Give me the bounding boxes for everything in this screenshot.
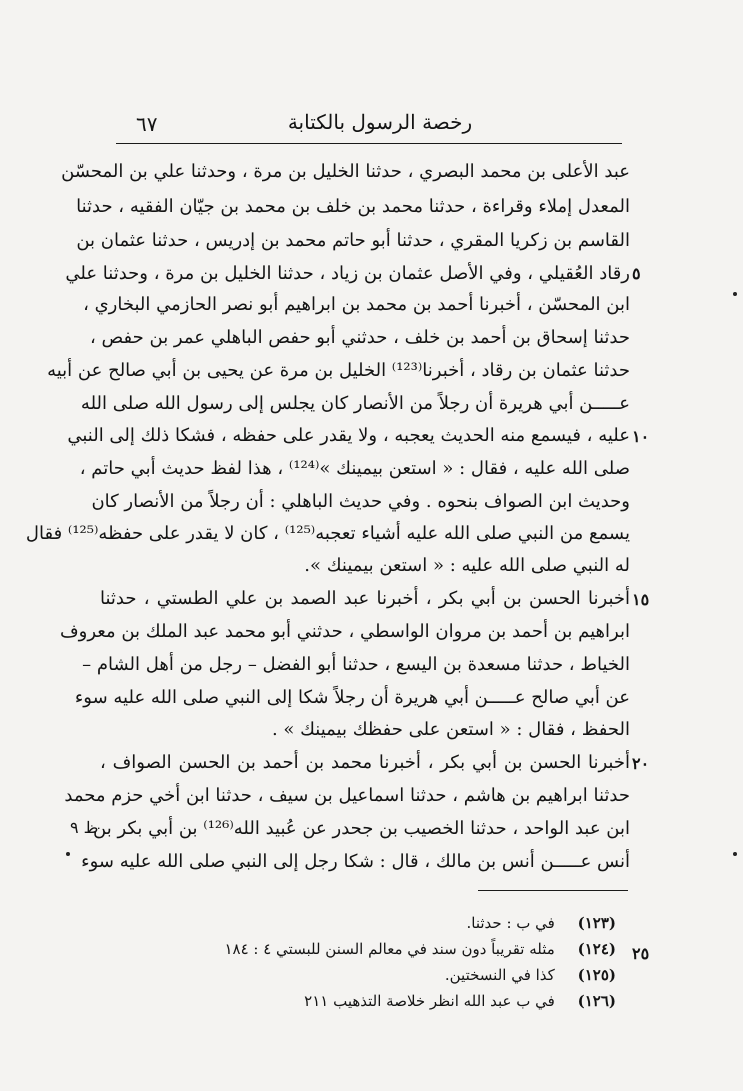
- text-line: أخبرنا الحسن بن أبي بكر ، أخبرنا محمد بن أحمد بن الحسن الصواف ،: [100, 752, 630, 773]
- text-line: حدثنا ابراهيم بن هاشم ، حدثنا اسماعيل بن سيف ، حدثنا ابن أخي حزم محمد: [64, 785, 630, 806]
- footnote-number: (١٢٦): [577, 992, 616, 1010]
- line-number: ٢٥: [632, 944, 650, 963]
- footnote-text: في ب : حدثنا.: [466, 914, 555, 932]
- line-number: ٢٠: [632, 754, 650, 773]
- text-line: الخياط ، حدثنا مسعدة بن اليسع ، حدثنا أبو الفضل – رجل من أهل الشام –: [82, 654, 630, 675]
- text-line: المعدل إملاء وقراءة ، حدثنا محمد بن خلف بن محمد بن جيّان الفقيه ، حدثنا: [76, 196, 630, 217]
- running-header-title: رخصة الرسول بالكتابة: [287, 110, 473, 134]
- text-line: القاسم بن زكريا المقري ، حدثنا أبو حاتم محمد بن إدريس ، حدثنا عثمان بن: [76, 230, 630, 251]
- text-line: يسمع من النبي صلى الله عليه أشياء تعجبه⁽¹²⁵⁾ ، كان لا يقدر على حفظه⁽¹²⁵⁾ فقال: [25, 523, 630, 544]
- text-line: ابن عبد الواحد ، حدثنا الخصيب بن جحدر عن عُبيد الله⁽¹²⁶⁾ بن أبي بكر بن: [93, 818, 630, 839]
- footnote-number: (١٢٣): [577, 914, 616, 932]
- text-line: حدثنا إسحاق بن أحمد بن خلف ، حدثني أبو حفص الباهلي عمر بن حفص ،: [89, 327, 630, 348]
- text-line: عبد الأعلى بن محمد البصري ، حدثنا الخليل بن مرة ، وحدثنا علي بن المحسّن: [61, 161, 630, 182]
- text-line: عليه ، فيسمع منه الحديث يعجبه ، ولا يقدر على حفظه ، فشكا ذلك إلى النبي: [67, 425, 630, 446]
- page-number: ٦٧: [136, 112, 158, 136]
- text-line: الحفظ ، فقال : « استعن على حفظك بيمينك » .: [271, 719, 630, 740]
- text-line: وحديث ابن الصواف بنحوه . وفي حديث الباهلي : أن رجلاً من الأنصار كان: [91, 491, 630, 512]
- text-line: ابراهيم بن أحمد بن مروان الواسطي ، حدثني أبو محمد عبد الملك بن معروف: [60, 621, 630, 642]
- footnote-number: (١٢٥): [577, 966, 616, 984]
- text-line: حدثنا عثمان بن رقاد ، أخبرنا⁽¹²³⁾ الخليل بن مرة عن يحيى بن أبي صالح عن أبيه: [47, 360, 630, 381]
- text-line: أنس عـــــن أنس بن مالك ، قال : شكا رجل إلى النبي صلى الله عليه سوء: [81, 851, 630, 872]
- footnote: [196, 938, 616, 960]
- footnote: [196, 990, 616, 1012]
- line-number: ٥: [632, 264, 641, 283]
- text-line: عـــــن أبي هريرة أن رجلاً من الأنصار كان يجلس إلى رسول الله صلى الله: [80, 393, 630, 414]
- text-line: صلى الله عليه ، فقال : « استعن بيمينك »⁽¹²⁴⁾ ، هذا لفظ حديث أبي حاتم ،: [79, 458, 630, 479]
- text-line: عن أبي صالح عـــــن أبي هريرة أن رجلاً شكا إلى النبي صلى الله عليه سوء: [74, 687, 630, 708]
- footnote-text: في ب عبد الله انظر خلاصة التذهيب ٢١١: [304, 992, 555, 1010]
- footnote-number: (١٢٤): [577, 940, 616, 958]
- footnote: [196, 912, 616, 934]
- margin-mark: [733, 292, 737, 296]
- text-line: ابن المحسّن ، أخبرنا أحمد بن محمد بن ابراهيم أبو نصر الحازمي البخاري ،: [83, 294, 630, 315]
- footnote: [196, 964, 616, 986]
- margin-mark: [66, 852, 70, 856]
- text-line: رقاد العُقيلي ، وفي الأصل عثمان بن زياد ، حدثنا الخليل بن مرة ، وحدثنا علي: [65, 263, 630, 284]
- header-divider: [116, 143, 622, 144]
- text-line: أخبرنا الحسن بن أبي بكر ، أخبرنا عبد الصمد بن علي الطستي ، حدثنا: [100, 588, 630, 609]
- line-number: ١٠: [632, 427, 650, 446]
- footnote-divider: [478, 890, 628, 891]
- margin-mark: [733, 852, 737, 856]
- footnote-text: كذا في النسختين.: [444, 966, 555, 984]
- text-line: له النبي صلى الله عليه : « استعن بيمينك ».: [304, 555, 630, 576]
- manuscript-folio-note: ظ ٩: [70, 818, 99, 837]
- line-number: ١٥: [632, 590, 650, 609]
- footnote-text: مثله تقريباً دون سند في معالم السنن للبستي ٤ : ١٨٤: [224, 940, 555, 958]
